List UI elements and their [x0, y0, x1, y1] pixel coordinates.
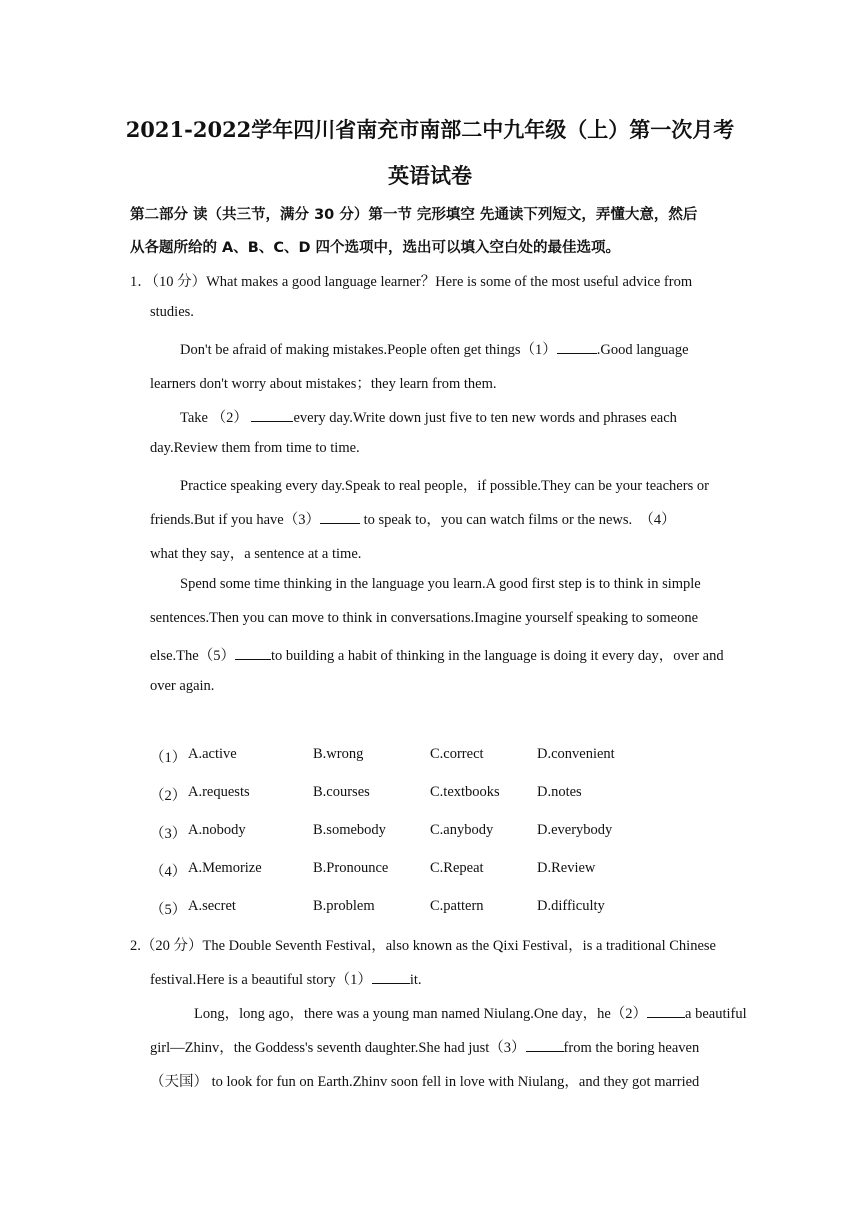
option-c[interactable]: C.anybody [430, 822, 494, 838]
option-c[interactable]: C.Repeat [430, 860, 484, 876]
option-a[interactable]: A.nobody [188, 822, 246, 838]
page-subtitle: 英语试卷 [388, 163, 472, 188]
q1-para3-line3: what they say，a sentence at a time. [150, 546, 362, 562]
option-b[interactable]: B.problem [313, 898, 375, 914]
q2-stem-cont: festival.Here is a beautiful story（1） it. [150, 972, 422, 988]
q2-para1-line2: girl—Zhinv，the Goddess's seventh daughter.She had just（3） from the boring heaven [150, 1040, 700, 1056]
q1-para4-line4: over again. [150, 678, 215, 694]
answer-blank-q2-3[interactable] [526, 1038, 564, 1052]
q1-para3-line2: friends.But if you have（3） to speak to，you can watch films or the news. （4） [150, 512, 676, 528]
option-c[interactable]: C.textbooks [430, 784, 500, 800]
q1-para4-line1: Spend some time thinking in the language you learn.A good first step is to think in simple [180, 576, 701, 592]
answer-blank-2[interactable] [251, 408, 293, 422]
answer-blank-q2-1[interactable] [372, 970, 410, 984]
q1-para2-line1: Take （2） every day.Write down just five to ten new words and phrases each [180, 410, 677, 426]
q1-para1-line1: Don't be afraid of making mistakes.People often get things（1） .Good language [180, 342, 689, 358]
q2-para1-line3: （天国） to look for fun on Earth.Zhinv soon fell in love with Niulang，and they got married [150, 1074, 700, 1090]
option-number: （5） [150, 902, 187, 918]
option-c[interactable]: C.pattern [430, 898, 484, 914]
section-instruction-line1: 第二部分 读（共三节，满分 30 分）第一节 完形填空 先通读下列短文，弄懂大意，然后 [130, 207, 698, 223]
option-number: （4） [150, 864, 187, 880]
page-title: 2021-2022学年四川省南充市南部二中九年级（上）第一次月考 [125, 117, 735, 142]
answer-blank-3[interactable] [320, 510, 360, 524]
q1-para4-line3: else.The（5） to building a habit of thinking in the language is doing it every day，over and [150, 648, 724, 664]
option-a[interactable]: A.Memorize [188, 860, 262, 876]
answer-blank-5[interactable] [235, 646, 271, 660]
answer-blank-q2-2[interactable] [647, 1004, 685, 1018]
q1-para3-line1: Practice speaking every day.Speak to real people，if possible.They can be your teachers or [180, 478, 709, 494]
option-a[interactable]: A.requests [188, 784, 250, 800]
option-d[interactable]: D.everybody [537, 822, 613, 838]
option-d[interactable]: D.Review [537, 860, 596, 876]
option-c[interactable]: C.correct [430, 746, 484, 762]
answer-blank-1[interactable] [557, 340, 597, 354]
q2-stem: 2.（20 分）The Double Seventh Festival，also known as the Qixi Festival，is a traditional Chinese [130, 938, 716, 954]
option-b[interactable]: B.courses [313, 784, 370, 800]
q1-para1-line2: learners don't worry about mistakes；they learn from them. [150, 376, 497, 392]
section-instruction-line2: 从各题所给的 A、B、C、D 四个选项中，选出可以填入空白处的最佳选项。 [130, 240, 621, 256]
q1-stem: 1．（10 分）What makes a good language learner？Here is some of the most useful advice from [130, 274, 693, 290]
option-b[interactable]: B.somebody [313, 822, 386, 838]
option-d[interactable]: D.difficulty [537, 898, 605, 914]
option-d[interactable]: D.notes [537, 784, 582, 800]
q2-para1-line1: Long，long ago，there was a young man named Niulang.One day，he（2） a beautiful [194, 1006, 747, 1022]
option-a[interactable]: A.active [188, 746, 237, 762]
option-number: （2） [150, 788, 187, 804]
q1-stem-cont: studies. [150, 304, 194, 320]
q1-para4-line2: sentences.Then you can move to think in conversations.Imagine yourself speaking to someone [150, 610, 699, 626]
option-number: （3） [150, 826, 187, 842]
option-number: （1） [150, 750, 187, 766]
option-d[interactable]: D.convenient [537, 746, 615, 762]
option-b[interactable]: B.wrong [313, 746, 364, 762]
q1-para2-line2: day.Review them from time to time. [150, 440, 360, 456]
option-b[interactable]: B.Pronounce [313, 860, 389, 876]
option-a[interactable]: A.secret [188, 898, 236, 914]
